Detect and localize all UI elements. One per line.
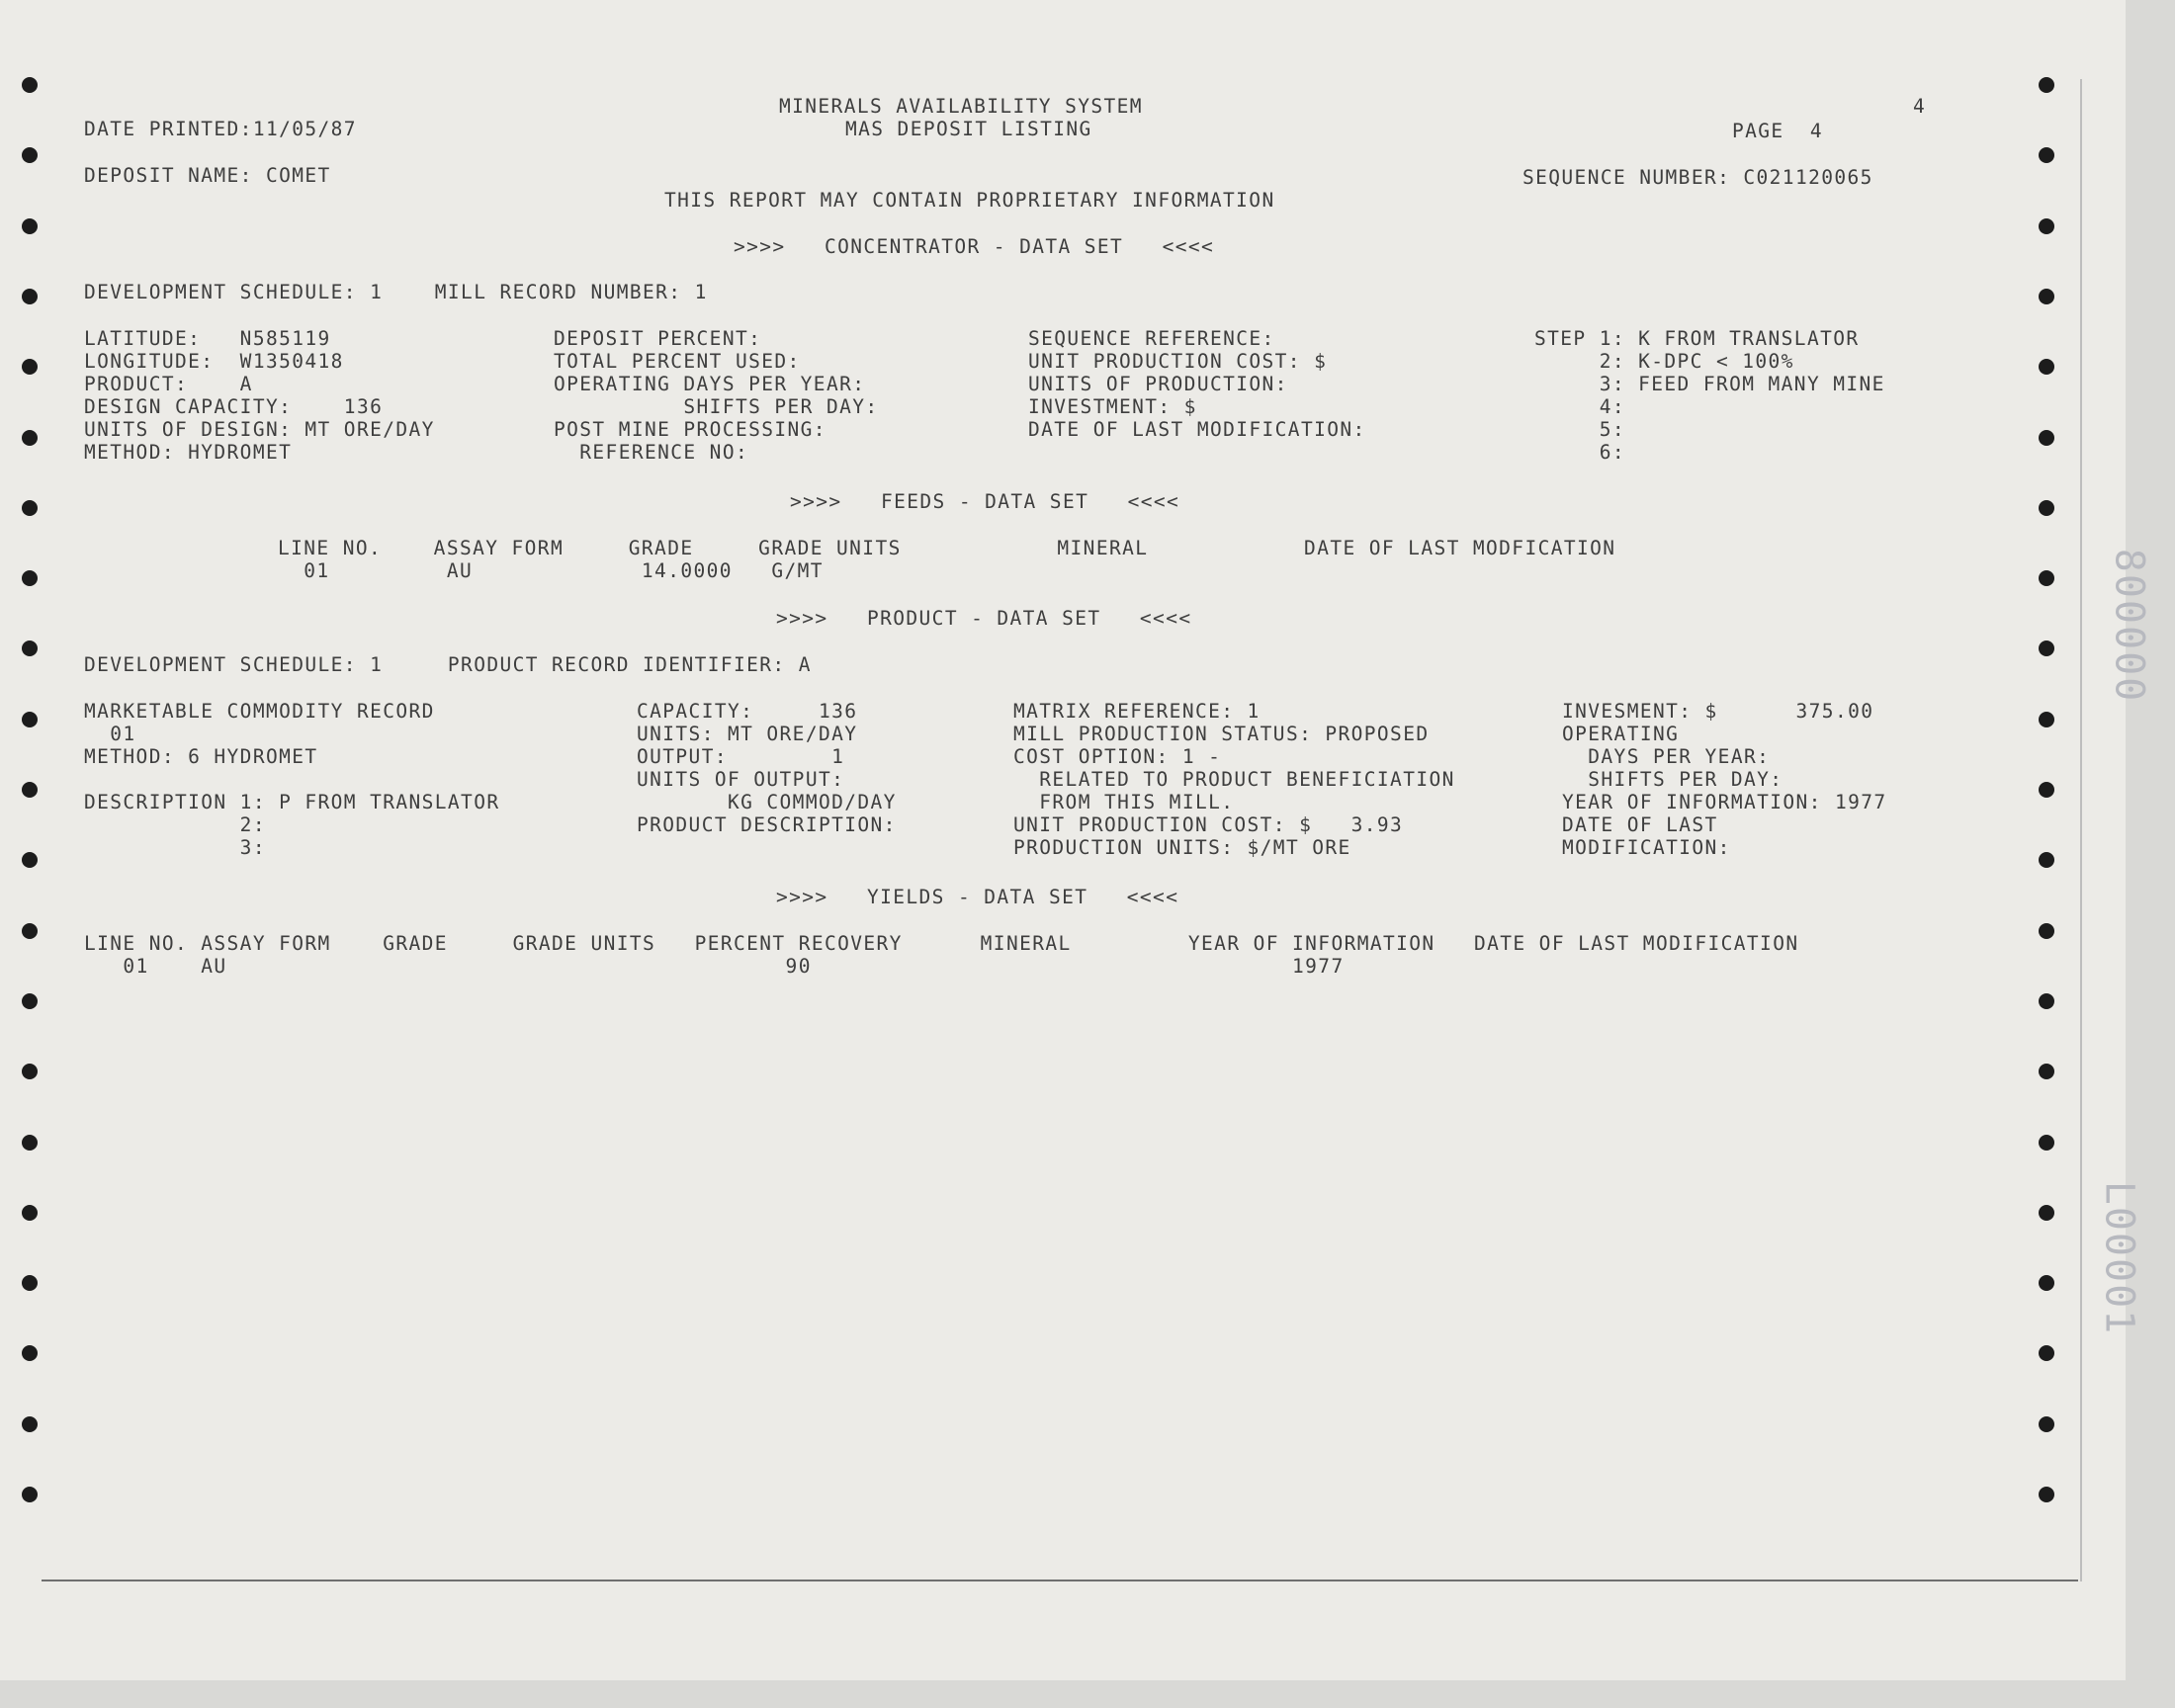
- margin-stamp: 800000: [2106, 548, 2152, 704]
- concentrator-schedule-line: DEVELOPMENT SCHEDULE: 1 MILL RECORD NUMBER: 1: [84, 281, 708, 303]
- perforation-hole: [2039, 1064, 2054, 1079]
- perforation-hole: [2039, 500, 2054, 516]
- perforation-hole: [2039, 570, 2054, 586]
- concentrator-field: UNIT PRODUCTION COST: $: [1028, 350, 1328, 373]
- sheet-edge: [2080, 79, 2082, 1581]
- perforation-hole: [22, 77, 38, 93]
- concentrator-field: PRODUCT: A: [84, 373, 253, 395]
- perforation-hole: [22, 430, 38, 446]
- perforation-hole: [22, 1275, 38, 1291]
- yields-table-row: 01 AU 90 1977: [84, 955, 1345, 978]
- perforation-hole: [22, 782, 38, 798]
- product-field: SHIFTS PER DAY:: [1562, 768, 1784, 791]
- sequence-number: SEQUENCE NUMBER: C021120065: [1522, 166, 1873, 189]
- product-field: METHOD: 6 HYDROMET: [84, 745, 318, 768]
- concentrator-field: SEQUENCE REFERENCE:: [1028, 327, 1275, 350]
- product-heading: >>>> PRODUCT - DATA SET <<<<: [776, 607, 1192, 630]
- perforation-hole: [22, 712, 38, 727]
- perforation-hole: [22, 359, 38, 375]
- concentrator-field: METHOD: HYDROMET: [84, 441, 293, 464]
- perforation-hole: [2039, 640, 2054, 656]
- perforation-hole: [22, 1345, 38, 1361]
- perforation-hole: [22, 289, 38, 304]
- perforation-hole: [2039, 1275, 2054, 1291]
- perforation-hole: [2039, 218, 2054, 234]
- yields-table-header: LINE NO. ASSAY FORM GRADE GRADE UNITS PERCENT RECOVERY MINERAL YEAR OF INFORMATION DATE OF LAST MODIFICATION: [84, 932, 1799, 955]
- perforation-hole: [2039, 1205, 2054, 1221]
- perforation-hole: [2039, 147, 2054, 163]
- perforation-hole: [22, 147, 38, 163]
- yields-heading: >>>> YIELDS - DATA SET <<<<: [776, 886, 1179, 908]
- product-field: DAYS PER YEAR:: [1562, 745, 1771, 768]
- concentrator-step: 3: FEED FROM MANY MINE: [1534, 373, 1885, 395]
- product-field: PRODUCT DESCRIPTION:: [637, 813, 897, 836]
- perforation-hole: [2039, 359, 2054, 375]
- perforation-hole: [2039, 1345, 2054, 1361]
- concentrator-step: 4:: [1534, 395, 1625, 418]
- perforation-hole: [2039, 1416, 2054, 1432]
- product-field: MODIFICATION:: [1562, 836, 1731, 859]
- perforation-hole: [22, 1487, 38, 1502]
- product-field: MARKETABLE COMMODITY RECORD: [84, 700, 435, 723]
- deposit-name: DEPOSIT NAME: COMET: [84, 164, 331, 187]
- concentrator-step: STEP 1: K FROM TRANSLATOR: [1534, 327, 1860, 350]
- feeds-table-header: LINE NO. ASSAY FORM GRADE GRADE UNITS MINERAL DATE OF LAST MODFICATION: [278, 537, 1616, 559]
- product-field: DATE OF LAST: [1562, 813, 1718, 836]
- tear-line: [42, 1580, 2078, 1581]
- perforation-hole: [22, 852, 38, 868]
- system-title: MINERALS AVAILABILITY SYSTEM: [779, 95, 1143, 118]
- feeds-heading: >>>> FEEDS - DATA SET <<<<: [790, 490, 1180, 513]
- perforation-hole: [2039, 852, 2054, 868]
- product-field: OPERATING: [1562, 723, 1680, 745]
- concentrator-field: TOTAL PERCENT USED:: [554, 350, 801, 373]
- perforation-hole: [22, 1205, 38, 1221]
- perforation-hole: [22, 993, 38, 1009]
- page-label: PAGE 4: [1732, 120, 1823, 142]
- product-field: INVESMENT: $ 375.00: [1562, 700, 1874, 723]
- product-field: MILL PRODUCTION STATUS: PROPOSED: [1013, 723, 1430, 745]
- perforation-hole: [22, 923, 38, 939]
- concentrator-field: REFERENCE NO:: [554, 441, 749, 464]
- feeds-table-row: 01 AU 14.0000 G/MT: [278, 559, 824, 582]
- perforation-hole: [22, 640, 38, 656]
- perforation-hole: [22, 1416, 38, 1432]
- product-field: UNITS OF OUTPUT:: [637, 768, 845, 791]
- perforation-hole: [22, 570, 38, 586]
- product-field: OUTPUT: 1: [637, 745, 845, 768]
- concentrator-field: DESIGN CAPACITY: 136: [84, 395, 384, 418]
- perforation-hole: [2039, 77, 2054, 93]
- perforation-hole: [2039, 782, 2054, 798]
- concentrator-field: DEPOSIT PERCENT:: [554, 327, 762, 350]
- perforation-hole: [2039, 430, 2054, 446]
- concentrator-field: LATITUDE: N585119: [84, 327, 331, 350]
- concentrator-field: UNITS OF DESIGN: MT ORE/DAY: [84, 418, 435, 441]
- product-schedule-line: DEVELOPMENT SCHEDULE: 1 PRODUCT RECORD IDENTIFIER: A: [84, 653, 812, 676]
- product-field: FROM THIS MILL.: [1013, 791, 1235, 813]
- concentrator-field: INVESTMENT: $: [1028, 395, 1197, 418]
- perforation-hole: [2039, 712, 2054, 727]
- product-field: MATRIX REFERENCE: 1: [1013, 700, 1261, 723]
- concentrator-step: 5:: [1534, 418, 1625, 441]
- product-field: CAPACITY: 136: [637, 700, 858, 723]
- perforation-hole: [2039, 1135, 2054, 1151]
- product-field: KG COMMOD/DAY: [637, 791, 897, 813]
- concentrator-field: DATE OF LAST MODIFICATION:: [1028, 418, 1366, 441]
- margin-stamp: L00001: [2096, 1180, 2142, 1336]
- perforation-hole: [22, 1135, 38, 1151]
- perforation-hole: [2039, 1487, 2054, 1502]
- proprietary-notice: THIS REPORT MAY CONTAIN PROPRIETARY INFORMATION: [664, 189, 1275, 212]
- product-field: COST OPTION: 1 -: [1013, 745, 1222, 768]
- product-field: UNITS: MT ORE/DAY: [637, 723, 858, 745]
- perforation-hole: [22, 500, 38, 516]
- perforation-hole: [2039, 923, 2054, 939]
- product-field: 2:: [84, 813, 266, 836]
- concentrator-heading: >>>> CONCENTRATOR - DATA SET <<<<: [734, 235, 1215, 258]
- report-title: MAS DEPOSIT LISTING: [845, 118, 1092, 140]
- product-field: YEAR OF INFORMATION: 1977: [1562, 791, 1887, 813]
- product-field: RELATED TO PRODUCT BENEFICIATION: [1013, 768, 1455, 791]
- product-field: DESCRIPTION 1: P FROM TRANSLATOR: [84, 791, 500, 813]
- product-field: PRODUCTION UNITS: $/MT ORE: [1013, 836, 1351, 859]
- product-field: 01: [84, 723, 136, 745]
- date-printed: DATE PRINTED:11/05/87: [84, 118, 357, 140]
- perforation-hole: [2039, 289, 2054, 304]
- concentrator-field: POST MINE PROCESSING:: [554, 418, 826, 441]
- product-field: UNIT PRODUCTION COST: $ 3.93: [1013, 813, 1404, 836]
- perforation-hole: [22, 1064, 38, 1079]
- concentrator-step: 6:: [1534, 441, 1625, 464]
- concentrator-field: SHIFTS PER DAY:: [554, 395, 879, 418]
- perforation-hole: [22, 218, 38, 234]
- product-field: 3:: [84, 836, 266, 859]
- concentrator-field: OPERATING DAYS PER YEAR:: [554, 373, 866, 395]
- concentrator-field: UNITS OF PRODUCTION:: [1028, 373, 1288, 395]
- perforation-hole: [2039, 993, 2054, 1009]
- page-number-marker: 4: [1913, 95, 1927, 118]
- concentrator-step: 2: K-DPC < 100%: [1534, 350, 1794, 373]
- concentrator-field: LONGITUDE: W1350418: [84, 350, 344, 373]
